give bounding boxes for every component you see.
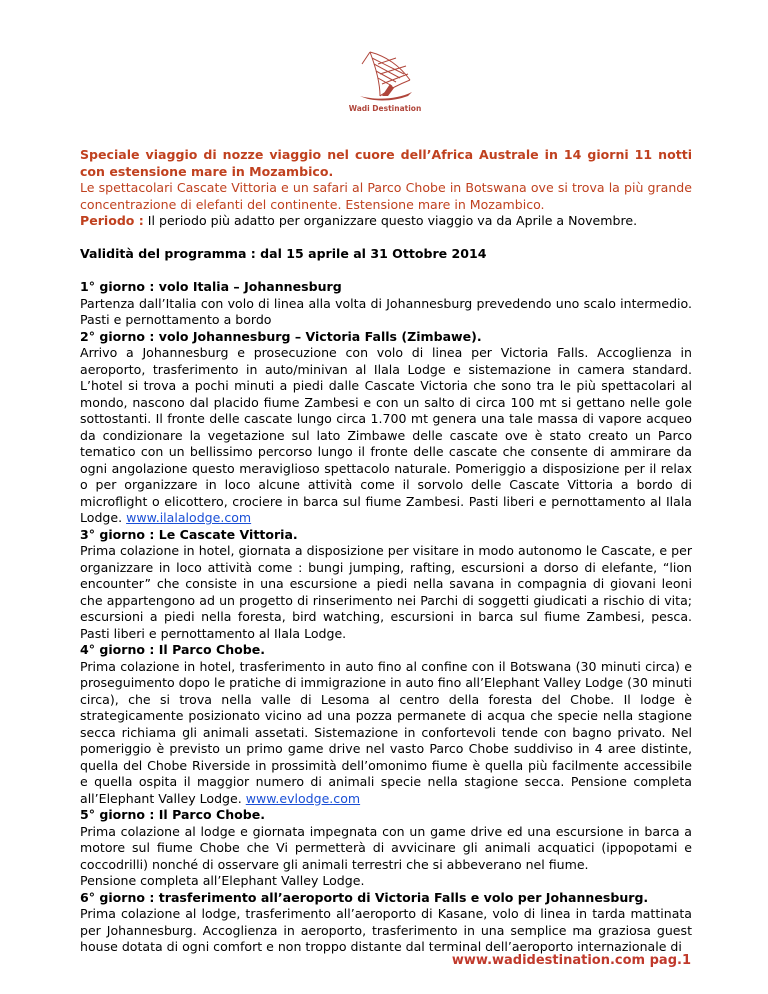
day-5-heading: 5° giorno : Il Parco Chobe.: [80, 807, 266, 822]
period-line: [80, 213, 692, 230]
day-2-text: Arrivo a Johannesburg e prosecuzione con volo di linea per Victoria Falls. Accoglienza in aeroporto, trasferimento in auto/minivan al Ilala Lodge e sistemazione in camera standard. L’hotel si trova a pochi minuti a piedi dalle Cascate Victoria che sono tra le più spettacolari al mondo, nascono dal placido fiume Zambesi e con un salto di circa 100 mt si gettano nelle gole sottostanti. Il fronte delle cascate lungo circa 1.700 mt genera una tale massa di vapore acqueo da condizionare la vegetazione sul lato Zimbawe delle cascate ove è stato creato un Parco tematico con un bellissimo percorso lungo il fronte delle cascate che consente di ammirare da ogni angolazione questo meraviglioso spettacolo naturale. Pomeriggio a disposizione per il relax o per organizzare in loco alcune attività come il sorvolo delle Cascate Vittoria a bordo di microflight o elicottero, crociere in barca sul fiume Zambesi. Pasti liberi e pernottamento al Ilala Lodge.: [80, 345, 692, 525]
day-3-heading: 3° giorno : Le Cascate Vittoria.: [80, 526, 298, 542]
page-number: pag.1: [649, 953, 691, 968]
document-subtitle: Le spettacolari Cascate Vittoria e un safari al Parco Chobe in Botswana ove si trova la più grande concentrazione di elefanti del continente. Estensione mare in Mozambico.: [80, 180, 692, 212]
page-footer: [452, 953, 691, 968]
validity-line: Validità del programma : dal 15 aprile al 31 Ottobre 2014: [80, 246, 487, 261]
day-1-heading: 1° giorno : volo Italia – Johannesburg: [80, 279, 342, 294]
footer-site-link[interactable]: www.wadidestination.com: [451, 953, 646, 968]
day-2-heading: 2° giorno : volo Johannesburg – Victoria Falls (Zimbawe).: [80, 328, 482, 344]
day-6-heading: 6° giorno : trasferimento all’aeroporto di Victoria Falls e volo per Johannesburg.: [80, 889, 649, 905]
day-2-paragraph: [80, 345, 692, 527]
day-4-heading: 4° giorno : Il Parco Chobe.: [80, 642, 266, 657]
document-title: Speciale viaggio di nozze viaggio nel cuore dell’Africa Australe in 14 giorni 11 notti con estensione mare in Mozambico.: [80, 147, 692, 179]
period-text: Il periodo più adatto per organizzare questo viaggio va da Aprile a Novembre.: [143, 213, 638, 228]
sail-boat-logo-icon: [330, 44, 440, 106]
ilala-lodge-link[interactable]: www.ilalalodge.com: [126, 510, 252, 525]
day-3-text: Prima colazione in hotel, giornata a disposizione per visitare in modo autonomo le Cascate, e per organizzare in loco attività come : bungi jumping, rafting, escursioni a dorso di elefante, “lion encounter” che consiste in una escursione a piedi nella savana in compagnia di giovani leoni che appartengono ad un progetto di rinserimento nei Parchi di soggetti giudicati a rischio di vita; escursioni a piedi nella foresta, bird watching, escursioni in barca sul fiume Zambesi, pesca. Pasti liberi e pernottamento al Ilala Lodge.: [80, 543, 692, 641]
day-4-text: Prima colazione in hotel, trasferimento in auto fino al confine con il Botswana (30 minuti circa) e proseguimento dopo le pratiche di immigrazione in auto fino all’Elephant Valley Lodge (30 minuti circa), che si trova nella valle di Lesoma al centro della foresta del Chobe. Il lodge è strategicamente posizionato vicino ad una pozza permanete di acqua che specie nella stagione secca richiama gli animali assetati. Sistemazione in confortevoli tende con bagno privato. Nel pomeriggio è previsto un primo game drive nel vasto Parco Chobe suddiviso in 4 aree distinte, quella del Chobe Riverside in prossimità dell’omonimo fiume è quella più facilmente accessibile e quella ospita il maggior numero di animali specie nella stagione secca. Pensione completa all’Elephant Valley Lodge.: [80, 658, 692, 806]
document-body: [80, 147, 692, 956]
day-5-text: Prima colazione al lodge e giornata impegnata con un game drive ed una escursione in barca a motore sul fiume Chobe che Vi permetterà di avvicinare gli animali acquatici (ippopotami e coccodrilli) nonché di osservare gli animali terrestri che si abbeverano nel fiume.: [80, 823, 692, 872]
day-6-text: Prima colazione al lodge, trasferimento all’aeroporto di Kasane, volo di linea in tarda mattinata per Johannesburg. Accoglienza in aeroporto, trasferimento in una semplice ma graziosa guest house dotata di ogni comfort e non troppo distante dal terminal dell’aeroporto internazionale di: [80, 906, 692, 954]
day-1-text: Partenza dall’Italia con volo di linea alla volta di Johannesburg prevedendo uno scalo intermedio. Pasti e pernottamento a bordo: [80, 295, 692, 327]
logo-text: Wadi Destination: [348, 104, 422, 113]
ev-lodge-link[interactable]: www.evlodge.com: [245, 790, 361, 806]
wadi-destination-logo: [330, 44, 440, 122]
day-5-text-2: Pensione completa all’Elephant Valley Lodge.: [80, 873, 365, 888]
period-label: Periodo :: [80, 213, 144, 228]
day-4-paragraph: [80, 659, 692, 808]
